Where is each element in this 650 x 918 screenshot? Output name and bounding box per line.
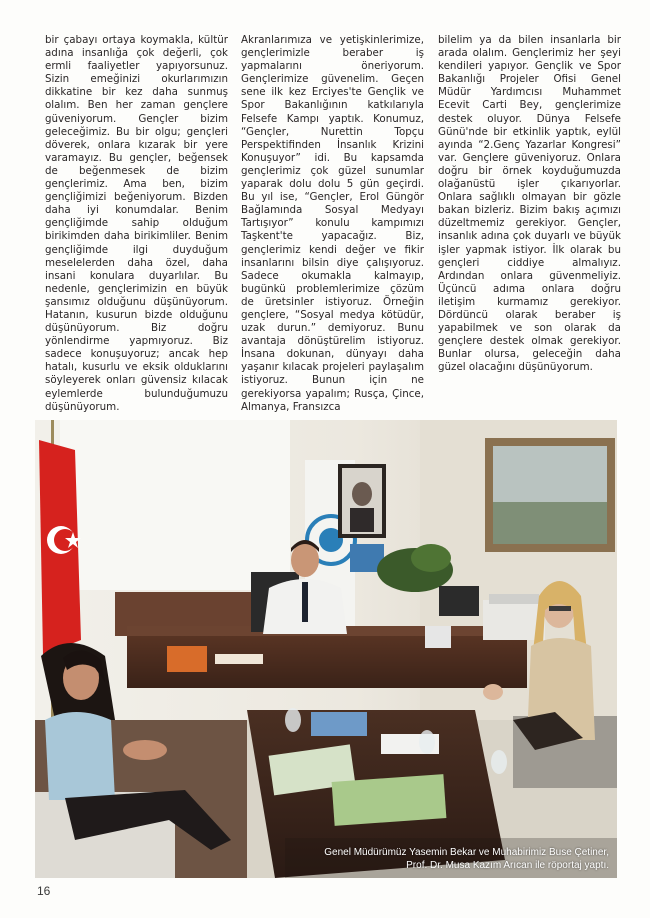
- page-number: 16: [37, 884, 51, 898]
- article-column-2: [241, 34, 424, 414]
- interview-photo: [35, 420, 617, 878]
- caption-line-2: Prof. Dr. Musa Kazım Arıcan ile röportaj yaptı.: [406, 860, 609, 871]
- column-3-text: bilelim ya da bilen insanlarla bir arada olalım. Gençlerimiz her şeyi kendileri yapıyor. Gençlik ve Spor Bakanlığı Projeler Ofisi Genel Müdür Yardımcısı Muhammet Ecevit Carti Bey, gençlerimize destek oluyor. Dünya Felsefe Günü'nde bir etkinlik yaptık, eylül ayında “2.Genç Yazarlar Kongresi” var. Gençlere güveniyoruz. Onlara doğru bir örnek koyduğumuzda olağanüstü işler çıkarıyorlar. Onlara sağlıklı olmayan bir gözle bakan bizleriz. Bizim bakış açımızı düzeltmemiz gerekiyor. Gençler, insanlık adına çok duyarlı ve büyük işler yapmak istiyor. İlk olarak bu gençleri ciddiye almalıyız. Ardından onlara güvenmeliyiz. Üçüncü adıma onlara doğru iletişim kurmamız gerekiyor. Dördüncü olarak beraber iş yapabilmek ve son olarak da gençlere destek olmak gerekiyor. Bunlar olursa, geleceğin daha güzel olacağını düşünüyorum.: [438, 34, 621, 374]
- article-column-3: [438, 34, 621, 374]
- column-2-text: Akranlarımıza ve yetişkinlerimize, gençlerimizle beraber iş yapmalarını öneriyorum. Gençlerimize güvenelim. Geçen sene ilk kez Erciyes'te Gençlik ve Spor Bakanlığının katkılarıyla Felsefe Kampı yaptık. Konumuz, “Gençler, Nurettin Topçu Perspektifinden İnsanlık Krizini Konuşuyor” idi. Bu kapsamda gençlerimiz çok güzel sunumlar yaparak dolu dolu 5 gün geçirdi. Bu yıl ise, “Gençler, Erol Güngör Bağlamında Sosyal Medyayı Tartışıyor” konulu kampımızı Taşkent'te yapacağız. Biz, gençlerimiz kendi değer ve fikir insanlarını bilsin diye çalışıyoruz. Sadece okumakla kalmayıp, bugünkü problemlerimize çözüm de üretsinler istiyoruz. Örneğin gençlere, “Sosyal medya kötüdür, uzak durun.” demiyoruz. Bunu avantaja dönüştürelim istiyoruz. İnsana dokunan, dünyayı daha yaşanır kılacak projeleri paylaşalım istiyoruz. Bunun için ne gerekiyorsa yapalım; Rusça, Çince, Almanya, Fransızca: [241, 34, 424, 413]
- article-column-1: [45, 34, 228, 414]
- caption-line-1: Genel Müdürümüz Yasemin Bekar ve Muhabirimiz Buse Çetiner,: [324, 847, 609, 858]
- interview-photo-illustration: [35, 420, 617, 878]
- column-1-text: bir çabayı ortaya koymakla, kültür adına insanlığa çok değerli, çok ermli faaliyetler yapıyorsunuz. Sizin emeğinizi okurlarımızın dikkatine bir kez daha sunmuş olalım. Ben her zaman gençlere güveniyorum. Gençler bizim geleceğimiz. Bu bir olgu; gençleri döverek, onlara kızarak bir yere varamayız. Bu gençler, beğensek de beğenmesek de bizim gençlerimiz. Ama ben, bizim gençliğimizi beğeniyorum. Bizden daha iyi konumdalar. Benim gençliğimde sahip olduğum birikimden daha birikimliler. Benim gençliğimde ilgi duyduğum meselelerden daha özel, daha insani konulara duyarlılar. Bu nedenle, gençlerimizin en büyük şansımız olduğunu düşünüyorum. Hatanın, kusurun bizde olduğunu düşünüyorum. Biz doğru yönlendirme yapmıyoruz. Biz sadece konuşuyoruz; ancak hep hatalı, kusurlu ve eksik olduklarını söyleyerek onları güvensiz kılacak eylemlerde bulunduğumuzu düşünüyorum.: [45, 34, 228, 413]
- photo-caption: [324, 846, 609, 872]
